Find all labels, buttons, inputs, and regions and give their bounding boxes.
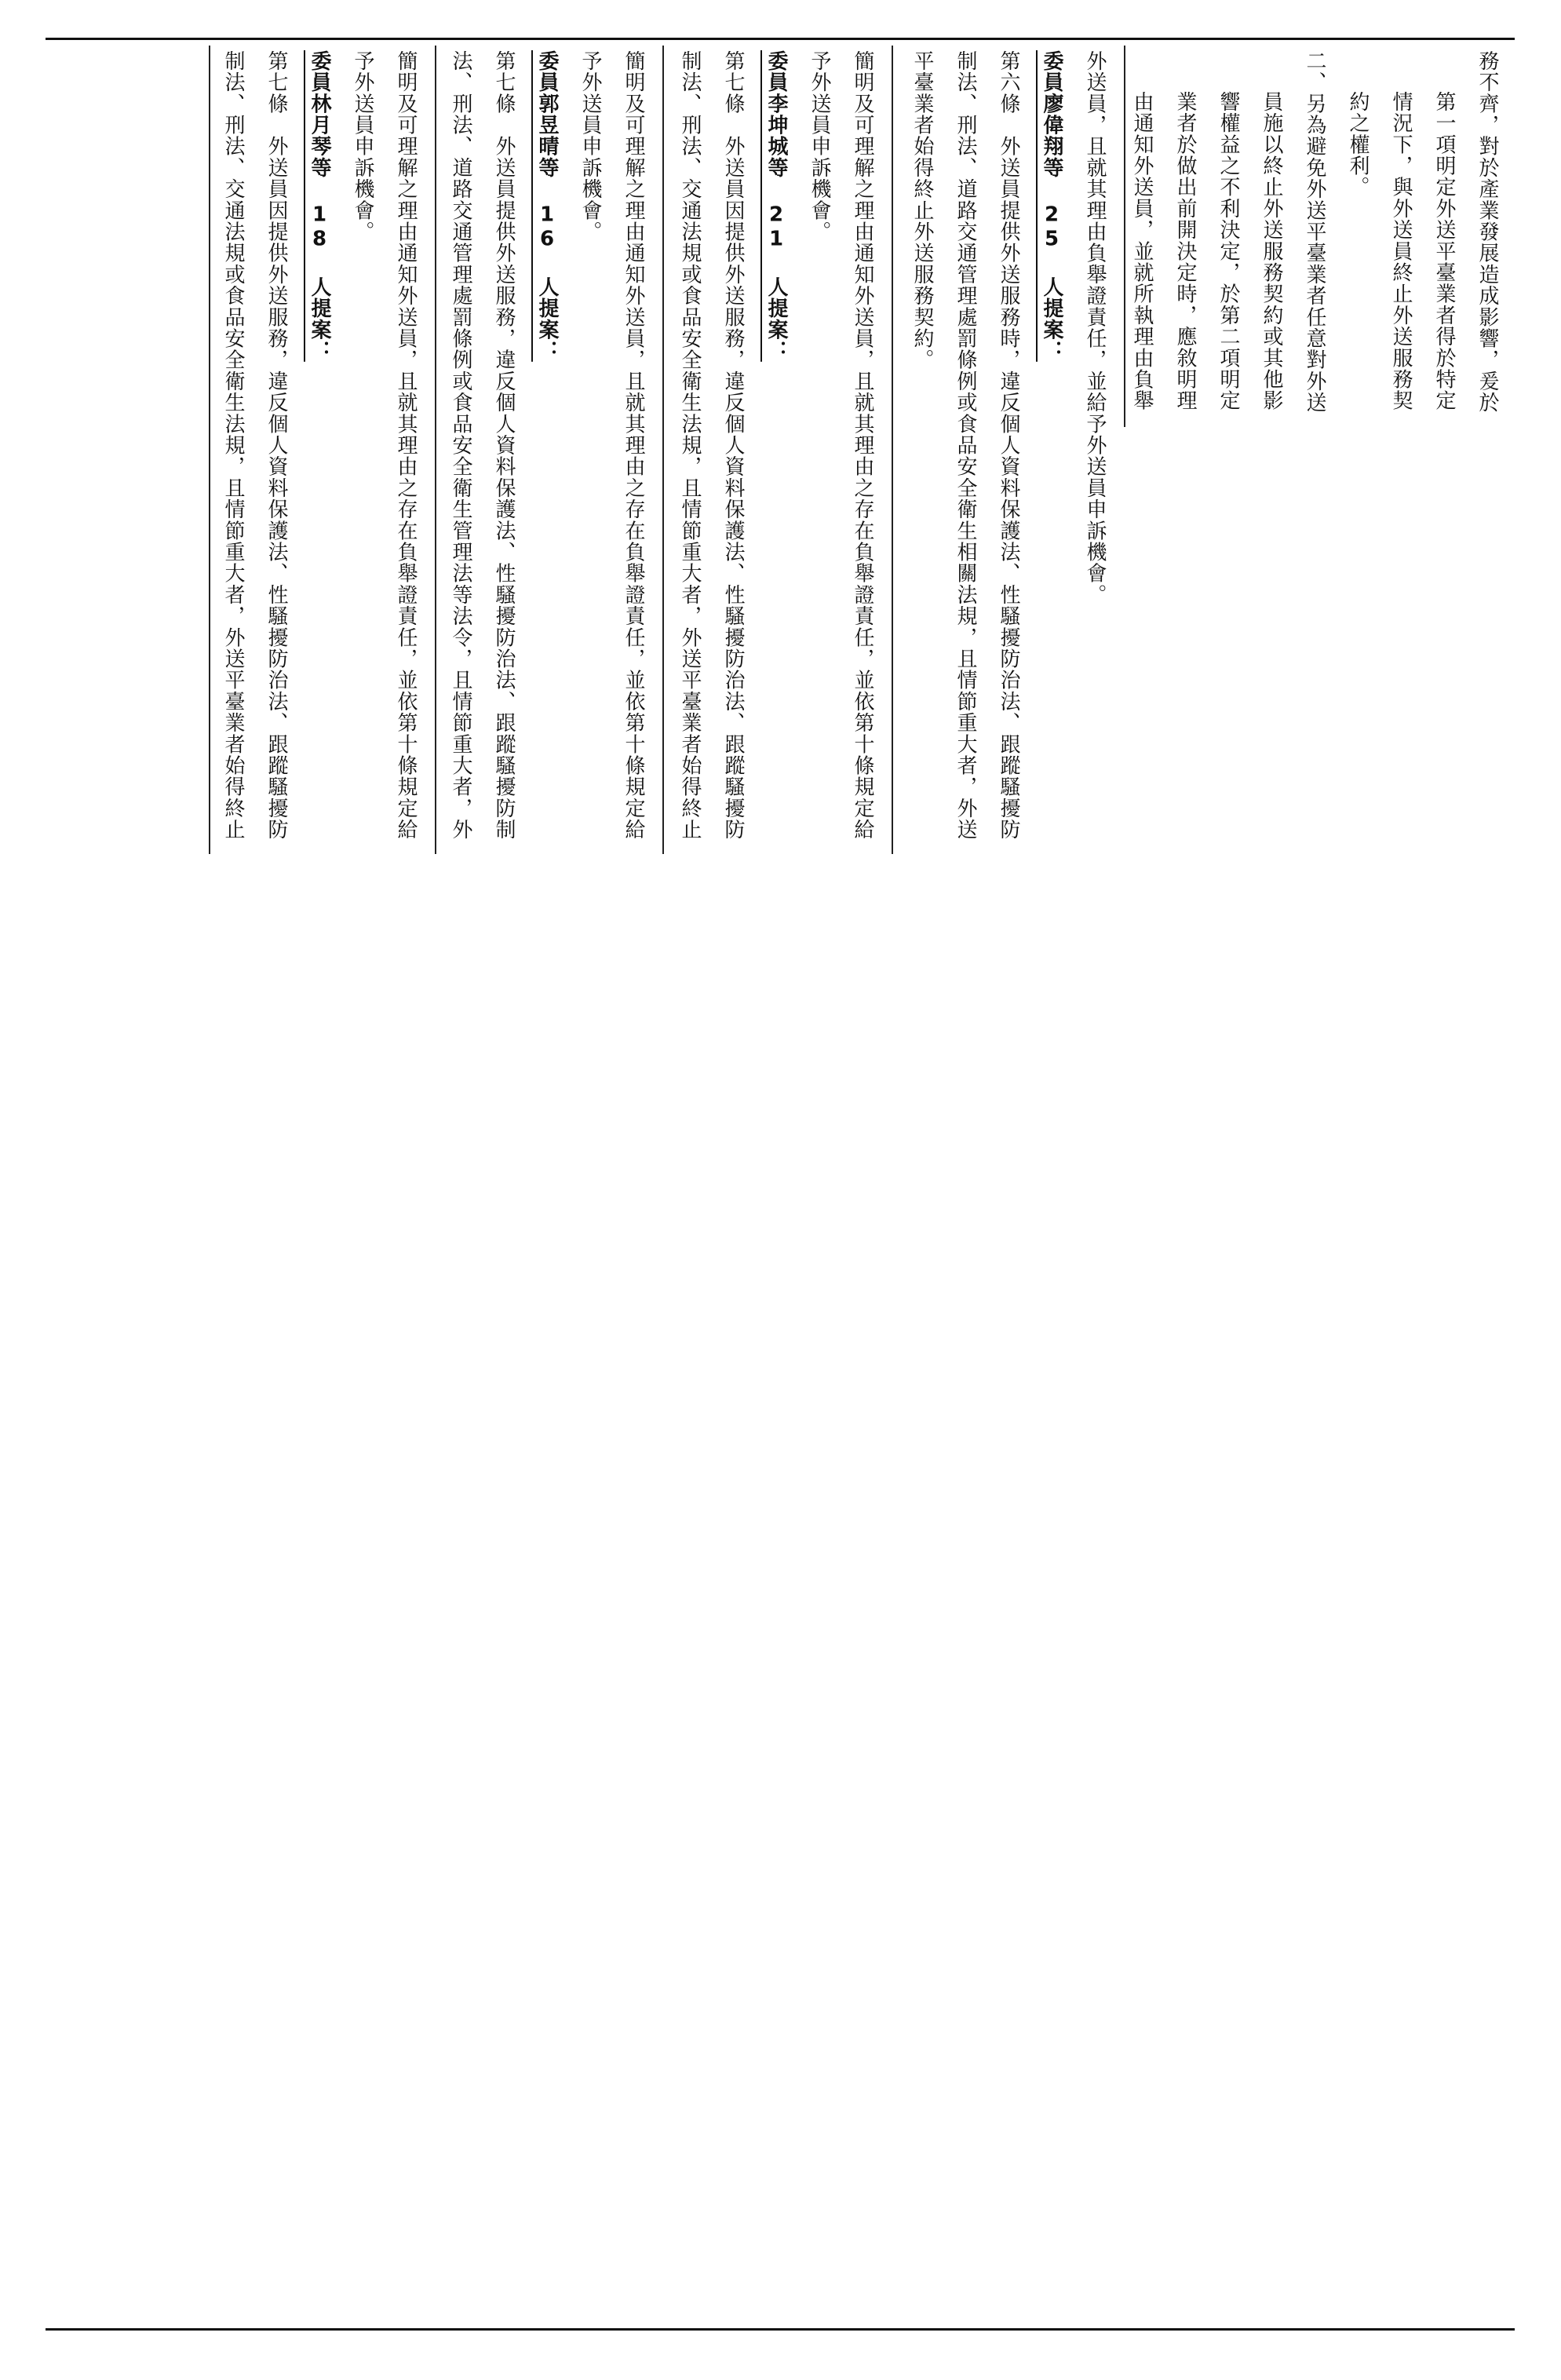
paragraph: 第七條 外送員因提供外送服務，違反個人資料保護法、性騷擾防治法、跟蹤騷擾防制法、刑法、交通法規或食品安全衛生法規，且情節重大者，外送平臺業者始得終止 — [678, 50, 745, 841]
explanation-panel-right — [1129, 46, 1515, 427]
top-rule — [46, 38, 1515, 40]
bottom-rule — [46, 2328, 1515, 2331]
proposal-heading: 委員郭昱晴等 16 人提案： — [535, 50, 559, 362]
proposal-heading: 委員李坤城等 21 人提案： — [764, 50, 788, 362]
paragraph: 二、另為避免外送平臺業者任意對外送員施以終止外送服務契約或其他影響權益之不利決定，於第二項明定業者於做出前開決定時，應敘明理由通知外送員，並就所執理由負舉 — [1130, 50, 1326, 414]
proposal-column-2 — [895, 46, 1122, 854]
panel-divider-3 — [662, 46, 664, 854]
paragraph: 第六條 外送員提供外送服務時，違反個人資料保護法、性騷擾防治法、跟蹤騷擾防制法、刑法、道路交通管理處罰條例或食品安全衛生相關法規，且情節重大者，外送平臺業者始得終止外送服務契約。 — [910, 50, 1020, 841]
paragraph: 務不齊，對於產業發展造成影響，爰於第一項明定外送平臺業者得於特定情況下，與外送員終止外送服務契約之權利。 — [1346, 50, 1499, 414]
proposal-column-5 — [212, 46, 433, 854]
paragraph: 第七條 外送員因提供外送服務，違反個人資料保護法、性騷擾防治法、跟蹤騷擾防制法、刑法、交通法規或食品安全衛生法規，且情節重大者，外送平臺業者始得終止 — [221, 50, 288, 841]
proposal-heading: 委員廖偉翔等 25 人提案： — [1040, 50, 1063, 362]
panel-divider-5 — [209, 46, 210, 854]
proposal-column-3 — [666, 46, 890, 854]
paragraph — [895, 50, 900, 849]
paragraph: 外送員，且就其理由負舉證責任，並給予外送員申訴機會。 — [1083, 50, 1107, 606]
panel-divider-1 — [1124, 46, 1125, 427]
proposal-column-4 — [438, 46, 661, 854]
paragraph: 簡明及可理解之理由通知外送員，且就其理由之存在負舉證責任，並依第十條規定給予外送員申訴機會。 — [351, 50, 418, 841]
paragraph: 簡明及可理解之理由通知外送員，且就其理由之存在負舉證責任，並依第十條規定給予外送員申訴機會。 — [578, 50, 645, 841]
proposal-heading: 委員林月琴等 18 人提案： — [308, 50, 331, 362]
paragraph: 第七條 外送員提供外送服務，違反個人資料保護法、性騷擾防治法、跟蹤騷擾防制法、刑法、道路交通管理處罰條例或食品安全衛生管理法等法令，且情節重大者，外 — [449, 50, 516, 841]
paragraph: 簡明及可理解之理由通知外送員，且就其理由之存在負舉證責任，並依第十條規定給予外送員申訴機會。 — [808, 50, 874, 841]
panel-divider-4 — [435, 46, 436, 854]
panel-divider-2 — [892, 46, 893, 854]
